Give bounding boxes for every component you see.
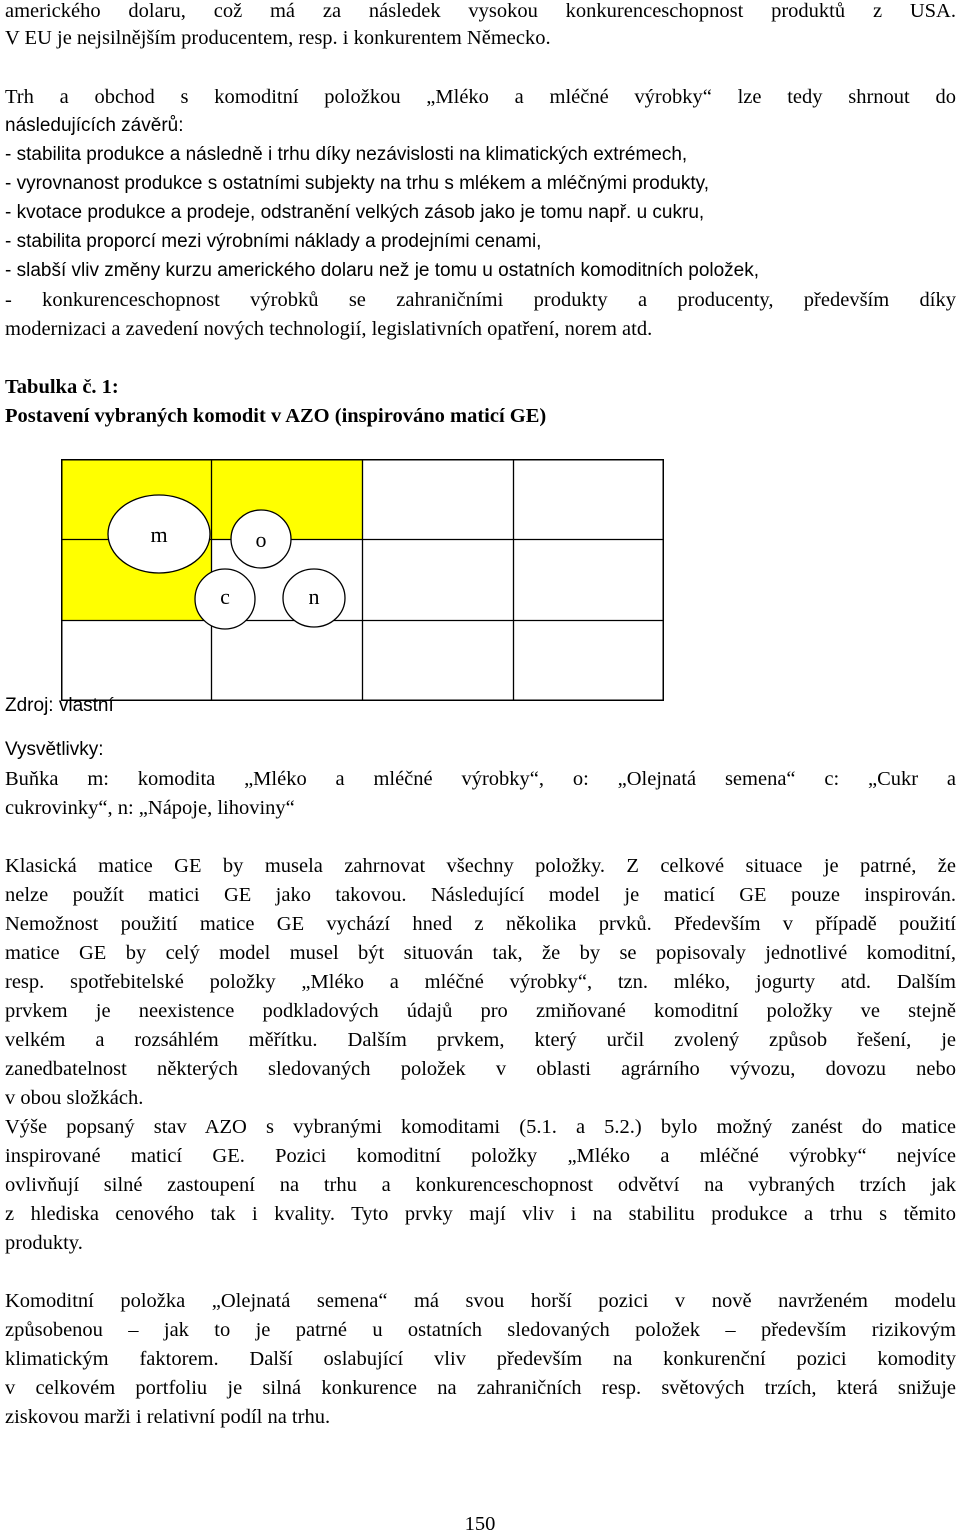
paragraph-line: v celkovém portfoliu je silná konkurence na zahraničních resp. světových trzích, která snižuje bbox=[5, 1377, 956, 1399]
table-label: Tabulka č. 1: bbox=[5, 376, 119, 398]
cell-letter-m: m bbox=[150, 522, 168, 547]
paragraph-line: resp. spotřebitelské položky „Mléko a mléčné výrobky“, tzn. mléko, jogurty atd. Dalším bbox=[5, 971, 956, 993]
paragraph-line: zanedbatelnost některých sledovaných položek v oblasti agrárního vývozu, dovozu nebo bbox=[5, 1058, 956, 1080]
paragraph-line: Komoditní položka „Olejnatá semena“ má svou horší pozici v nově navrženém modelu bbox=[5, 1290, 956, 1312]
summary-line: následujících závěrů: bbox=[5, 115, 184, 136]
summary-bullet: - vyrovnanost produkce s ostatními subjekty na trhu s mlékem a mléčnými produkty, bbox=[5, 173, 709, 194]
paragraph-line: matice GE by celý model musel být situován tak, že by se popisovaly jednotlivé komoditní, bbox=[5, 942, 956, 964]
legend-line: cukrovinky“, n: „Nápoje, lihoviny“ bbox=[5, 797, 295, 819]
paragraph-line: způsobenou – jak to je patrné u ostatních sledovaných položek – především rizikovým bbox=[5, 1319, 956, 1341]
summary-bullet: - konkurenceschopnost výrobků se zahraničními produkty a producenty, především díky bbox=[5, 289, 956, 311]
ge-matrix-diagram bbox=[61, 459, 664, 701]
paragraph-line: velkém a rozsáhlém měřítku. Dalším prvkem, který určil zvolený způsob řešení, je bbox=[5, 1029, 956, 1051]
summary-bullet: - stabilita produkce a následně i trhu díky nezávislosti na klimatických extrémech, bbox=[5, 144, 688, 165]
cell-letter-o: o bbox=[255, 527, 267, 552]
paragraph-line: prvkem je neexistence podkladových údajů pro zmiňované komoditní položky ve stejně bbox=[5, 1000, 956, 1022]
source-note: Zdroj: vlastní bbox=[5, 695, 114, 716]
table-caption: Postavení vybraných komodit v AZO (inspirováno maticí GE) bbox=[5, 405, 547, 427]
paragraph-line: Výše popsaný stav AZO s vybranými komoditami (5.1. a 5.2.) bylo možný zanést do matice bbox=[5, 1116, 956, 1138]
paragraph-line: klimatickým faktorem. Další oslabující vliv především na konkurenční pozici komodity bbox=[5, 1348, 956, 1370]
paragraph-line: v obou složkách. bbox=[5, 1087, 144, 1109]
paragraph-line: inspirované maticí GE. Pozici komoditní položky „Mléko a mléčné výrobky“ nejvíce bbox=[5, 1145, 956, 1167]
paragraph-line: z hlediska cenového tak i kvality. Tyto prvky mají vliv i na stabilitu produkce a trhu s těmito bbox=[5, 1203, 956, 1225]
paragraph-line: ziskovou marži i relativní podíl na trhu. bbox=[5, 1406, 331, 1428]
legend-title: Vysvětlivky: bbox=[5, 739, 104, 760]
paragraph-line: produkty. bbox=[5, 1232, 83, 1254]
intro-line: amerického dolaru, což má za následek vysokou konkurenceschopnost produktů z USA. bbox=[5, 0, 956, 22]
paragraph-line: Nemožnost použití matice GE vychází hned z několika prvků. Především v případě použití bbox=[5, 913, 956, 935]
cell-letter-n: n bbox=[308, 584, 320, 609]
paragraph-line: ovlivňují silné zastoupení na trhu a konkurenceschopnost odvětví na vybraných trzích jak bbox=[5, 1174, 956, 1196]
legend-line: Buňka m: komodita „Mléko a mléčné výrobky“, o: „Olejnatá semena“ c: „Cukr a bbox=[5, 768, 956, 790]
summary-bullet: - slabší vliv změny kurzu amerického dolaru než je tomu u ostatních komoditních položek, bbox=[5, 260, 760, 281]
intro-line: V EU je nejsilnějším producentem, resp. i konkurentem Německo. bbox=[5, 27, 551, 49]
paragraph-line: nelze použít matici GE jako takovou. Následující model je maticí GE pouze inspirován. bbox=[5, 884, 956, 906]
page-number: 150 bbox=[464, 1513, 496, 1535]
summary-line: modernizaci a zavedení nových technologií, legislativních opatření, norem atd. bbox=[5, 318, 653, 340]
summary-bullet: - kvotace produkce a prodeje, odstranění velkých zásob jako je tomu např. u cukru, bbox=[5, 202, 705, 223]
cell-letter-c: c bbox=[220, 584, 230, 609]
paragraph-line: Klasická matice GE by musela zahrnovat všechny položky. Z celkové situace je patrné, že bbox=[5, 855, 956, 877]
summary-line: Trh a obchod s komoditní položkou „Mléko a mléčné výrobky“ lze tedy shrnout do bbox=[5, 86, 956, 108]
summary-bullet: - stabilita proporcí mezi výrobními náklady a prodejními cenami, bbox=[5, 231, 542, 252]
